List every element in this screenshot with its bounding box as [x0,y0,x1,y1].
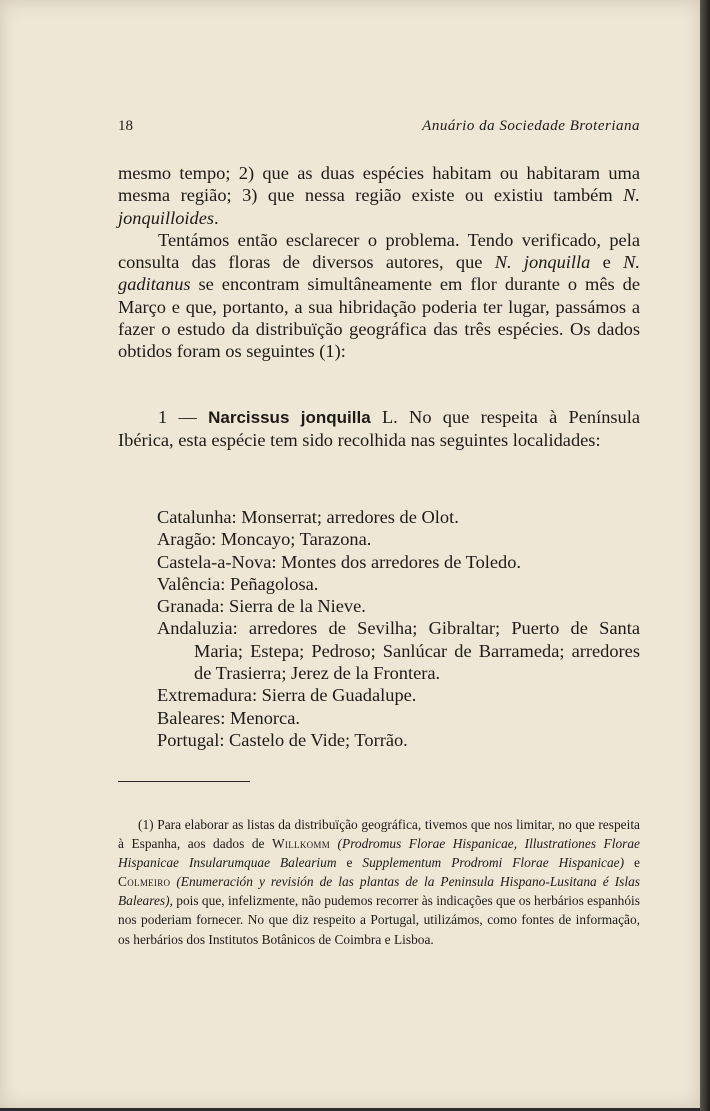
work-title: Supplementum Prodromi Florae Hispanicae) [362,855,625,871]
species-author: L. [370,407,398,427]
footnote-divider [118,781,250,782]
species-section: 1 — Narcissus jonquilla L. No que respeita à Península Ibérica, esta espécie tem sido recolhida nas seguintes localidades: [118,407,641,451]
list-item: Valência: Peñagolosa. [157,573,319,594]
species-ref: N. jonquilloides [118,185,640,228]
localities-list [157,506,640,751]
species-name: Narcissus jonquilla [208,408,371,427]
list-item: Catalunha: Monserrat; arredores de Olot. [157,507,459,527]
footnote-reference[interactable]: (1) [319,341,341,362]
list-item: Aragão: Moncayo; Tarazona. [157,529,372,550]
species-ref: N. gaditanus [118,252,640,295]
body-text [118,162,640,363]
page-edge [700,0,710,1111]
species-ref: N. jonquilla [494,252,591,273]
work-title: (Enumeración y revisión de las plantas de la Peninsula Hispano-Lusitana é Islas Baleares) [118,874,640,909]
journal-title: Anuário da Sociedade Broteriana [422,118,640,134]
list-item: Baleares: Menorca. [157,707,300,728]
footnote: (1) Para elaborar as listas da distribuïção geográfica, tivemos que nos limitar, no que respeita à Espanha, aos dados de Willkomm (Prodromus Florae Hispanicae, Illustrationes Florae Hispanicae Insularumquae Balearium e Supplementum Prodromi Florae Hispanicae) e Colmeiro (Enumeración y revisión de las plantas de la Peninsula Hispano-Lusitana é Islas Baleares), pois que, infelizmente, não pudemos recorrer às indicações que os herbários espanhóis nos poderiam fornecer. No que diz respeito a Portugal, utilizámos, como fontes de informação, os herbários dos Institutos Botânicos de Coimbra e Lisboa. [118,817,640,947]
species-number: 1 — [158,407,209,427]
list-item: Granada: Sierra de la Nieve. [157,596,366,617]
list-item: Andaluzia: arredores de Sevilha; Gibraltar; Puerto de Santa Maria; Estepa; Pedroso; Sanlúcar de Barrameda; arredores de Trasierra; Jerez de la Frontera. [157,618,640,684]
list-item: Portugal: Castelo de Vide; Torrão. [157,729,408,750]
paragraph-2: Tentámos então esclarecer o problema. Tendo verificado, pela consulta das floras de diversos autores, que N. jonquilla e N. gaditanus se encontram simultâneamente em flor durante o mês de Março e que, portanto, a sua hibridação poderia ter lugar, passámos a fazer o estudo da distribuïção geográfica das três espécies. Os dados obtidos foram os seguintes (1): [118,229,640,362]
author-name: Colmeiro [118,874,171,890]
list-item: Extremadura: Sierra de Guadalupe. [157,685,417,706]
work-title: (Prodromus Florae Hispanicae, Illustrationes Florae Hispanicae Insularumquae Balearium [118,836,640,871]
list-item: Castela-a-Nova: Montes dos arredores de Toledo. [157,551,522,572]
paragraph-1: mesmo tempo; 2) que as duas espécies habitam ou habitaram uma mesma região; 3) que nessa região existe ou existiu também N. jonquilloides. [118,163,640,228]
footnote-marker: (1) [138,817,154,832]
author-name: Willkomm [271,836,331,852]
page-number: 18 [118,118,133,134]
running-head [118,118,640,140]
